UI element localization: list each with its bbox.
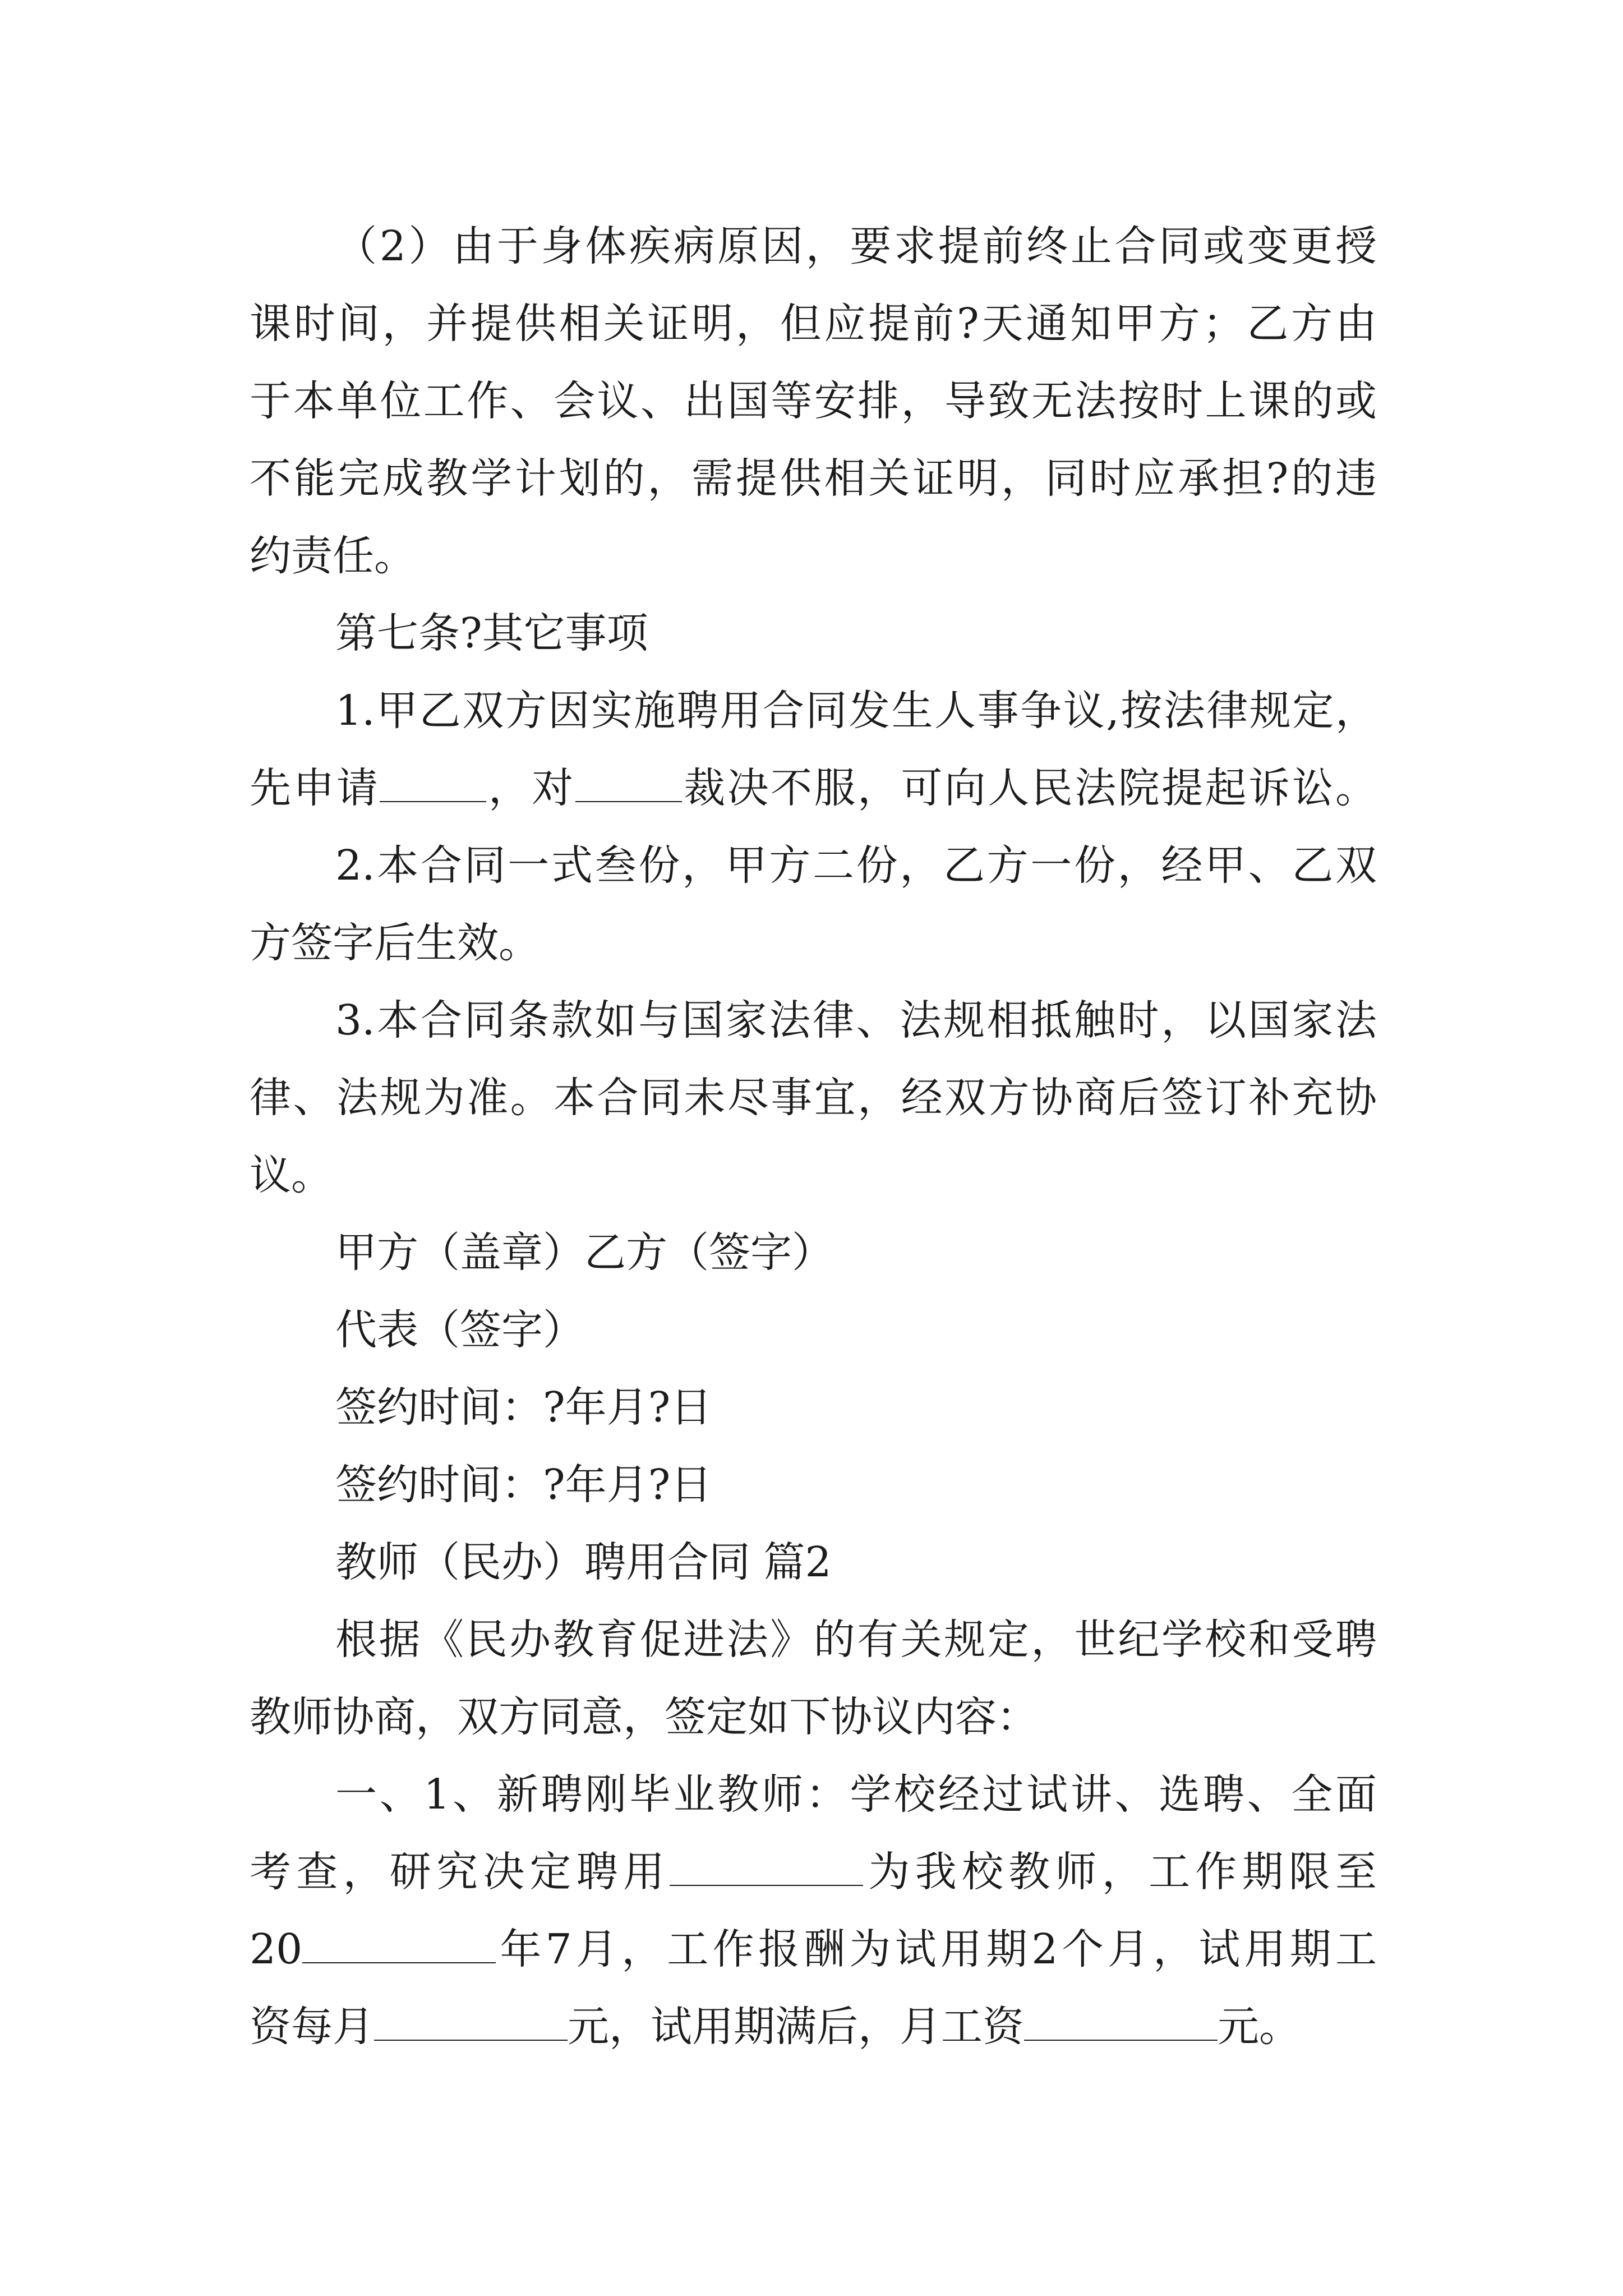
- fill-in-blank: [1024, 2000, 1218, 2041]
- fill-in-blank: [302, 1923, 496, 1963]
- signature-line: 代表（签字）: [335, 1306, 584, 1354]
- line-text: 元，试用期满后，月工资: [568, 2003, 1024, 2051]
- line-text: 年7月，工作报酬为试用期2个月，试用期工: [496, 1925, 1377, 1973]
- paragraph-line: 于本单位工作、会议、出国等安排，导致无法按时上课的或: [250, 377, 1377, 425]
- line-text: 考查，研究决定聘用: [250, 1848, 670, 1896]
- fill-in-blank: [380, 762, 486, 802]
- paragraph-line: 方签字后生效。: [250, 919, 540, 967]
- paragraph-line: [250, 1911, 1377, 1988]
- line-text: 先申请: [250, 764, 380, 812]
- paragraph-line: 一、1、新聘刚毕业教师：学校经过试讲、选聘、全面: [335, 1770, 1377, 1819]
- line-text: 裁决不服，可向人民法院提起诉讼。: [681, 764, 1377, 812]
- fill-in-blank: [374, 2000, 568, 2041]
- paragraph-line: 2.本合同一式叁份，甲方二份，乙方一份，经甲、乙双: [335, 841, 1377, 890]
- paragraph-line: [250, 1833, 1377, 1911]
- line-text: 元。: [1218, 2003, 1301, 2051]
- paragraph-line: [250, 1988, 1377, 2065]
- line-text: ，对: [486, 764, 575, 812]
- paragraph-line: 教师协商，双方同意，签定如下协议内容：: [250, 1693, 1038, 1741]
- line-text: 20: [250, 1925, 303, 1973]
- line-text: 为我校教师，工作期限至: [863, 1848, 1377, 1896]
- paragraph-line: [250, 749, 1377, 827]
- sign-date-line: 签约时间：?年月?日: [335, 1383, 712, 1432]
- signature-line: 甲方（盖章）乙方（签字）: [335, 1228, 833, 1277]
- paragraph-line: 根据《民办教育促进法》的有关规定，世纪学校和受聘: [335, 1616, 1377, 1664]
- paragraph-line: 约责任。: [250, 532, 416, 580]
- paragraph-line: 不能完成教学计划的，需提供相关证明，同时应承担?的违: [250, 454, 1377, 503]
- section-heading: 第七条?其它事项: [335, 609, 648, 657]
- fill-in-blank: [670, 1846, 863, 1886]
- document-page: [250, 208, 1377, 2065]
- paragraph-line: 课时间，并提供相关证明，但应提前?天通知甲方；乙方由: [250, 300, 1377, 348]
- paragraph-line: 律、法规为准。本合同未尽事宜，经双方协商后签订补充协: [250, 1074, 1377, 1122]
- fill-in-blank: [575, 762, 682, 802]
- paragraph-line: 3.本合同条款如与国家法律、法规相抵触时，以国家法: [335, 996, 1377, 1045]
- contract-title: 教师（民办）聘用合同 篇2: [335, 1538, 832, 1586]
- paragraph-line: （2）由于身体疾病原因，要求提前终止合同或变更授: [335, 222, 1377, 270]
- line-text: 资每月: [250, 2003, 374, 2051]
- sign-date-line: 签约时间：?年月?日: [335, 1461, 712, 1509]
- paragraph-line: 议。: [250, 1151, 333, 1199]
- paragraph-line: 1.甲乙双方因实施聘用合同发生人事争议,按法律规定，: [335, 687, 1377, 735]
